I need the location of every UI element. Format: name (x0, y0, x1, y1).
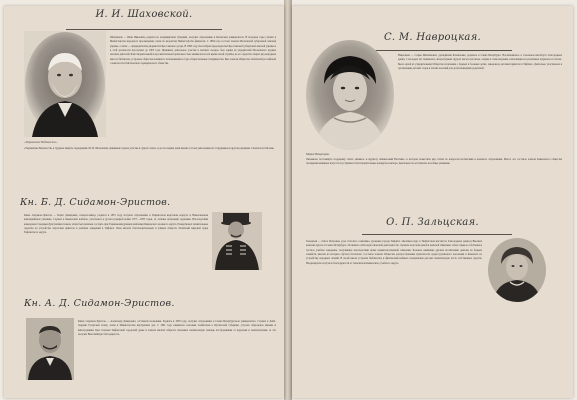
heading-a-d-sidamon-eristov: Кн. А. Д. Сидамон-Эристов. (24, 298, 175, 309)
portrait-zaltsskaya-image (488, 238, 546, 302)
portrait-navrotskaya (306, 40, 394, 150)
text-zaltsskaya-2 (306, 304, 562, 394)
heading-b-d-sidamon-eristov: Кн. Б. Д. Сидамон-Эристов. (20, 197, 171, 208)
heading-shakhovskoy: И. И. Шаховской. (95, 9, 193, 20)
portrait-shakhovskoy (24, 31, 106, 137)
text-navrotskaya-2: Оказывала постоянную поддержку газете «Кавказ» и журналу «Кавказский Вестник», в котором поместила ряд статей по вопросам воспитания и женского образования. Много лет состояла членом Кавказского общества поощрения изящных искусств и устраивала благотворительные концерты и вечера. Деятельность её снискала всеобщее уважение. (306, 158, 562, 166)
text-shakhovskoy-2: «Украинские Ведомости» в трудные минуты поддерживал И. И. Шаховской, принимая горячее участие в судьбе газеты, и до последних дней жизни состоял деятельным её сотрудником и другом редакции. Скончался в Москве. (24, 147, 275, 150)
text-a-d-sidamon-eristov: Князь Сидамон-Эристов — Александр Давидович, отставной полковник. Родился в 1858 году, получил образование в Санкт-Петербургском университете. Служил в Лейб-гвардии Гусарском полку, затем в Министерстве внутренних дел. С 1891 года занимался сельским хозяйством в Кутаисской губернии, устроил образцовое имение и виноградники. Был гласным Тифлисской городской думы и членом многих обществ. Оказывал значительную помощь пострадавшим от неурожая и землетрясения, за что получил Высочайшую благодарность. (78, 320, 276, 337)
portrait-shakhovskoy-image (24, 31, 106, 137)
portrait-navrotskaya-image (306, 40, 394, 150)
portrait-b-d-sidamon-eristov-image (212, 212, 262, 270)
text-navrotskaya-1-cont (398, 149, 562, 157)
heading-zaltsskaya: О. П. Зальцская. (386, 217, 479, 228)
heading-rule (66, 29, 222, 30)
right-page (292, 6, 573, 398)
book-gutter (284, 0, 292, 400)
left-page (4, 6, 284, 398)
heading-rule-right-2 (362, 234, 512, 235)
heading-rule-right (362, 50, 512, 51)
text-shakhovskoy-1: Шаховской — Иван Иванович, родился во владимирской губернии, получил образование в Казанском университете. В молодые годы служил в Министерстве народного просвещения, затем по ведомству Министерства финансов. С 1884 года состоял членом Московской губернской земской управы, а затем — предводителем дворянства Ярославского уезда. В 1893 году был избран председателем Ярославской губернской земской управы и в этой должности прослужил до 1903 года. Принимал деятельное участие в земских съездах, был одним из учредителей Московского кружка земских деятелей. Благотворительной и просветительной деятельностью занимался во всё время своей службы; на его средства открыт ряд народных школ и библиотек, устроены общества взаимного вспоможения и ссудо-сберегательные товарищества. Был членом Общества любителей российской словесности и Московского юридического общества. (110, 36, 276, 66)
portrait-zaltsskaya (488, 238, 546, 302)
text-zaltsskaya-1: Зальцская — Ольга Петровна, дочь статского советника, уроженка города Тифлиса. Окончила курс в Тифлисском институте благородных девиц и Высших женских курсах в Санкт-Петербурге. Посвятила себя педагогической деятельности: служила классной дамой в женской гимназии, затем открыла собственное частное учебное заведение, получившее впоследствии права правительственной гимназии. Большое внимание уделяла воспитанию девочек из бедных семейств, многих из которых обучала бесплатно. Состояла членом Общества распространения грамотности среди грузинского населения и Комитета по устройству народных чтений. В своей школе устроила библиотеку и физический кабинет, пожертвовав для них значительную часть собственных средств. Неоднократно получала благодарности от попечителя Кавказского учебного округа. (306, 240, 482, 265)
heading-navrotskaya: С. М. Навроцкая. (383, 32, 482, 43)
text-b-d-sidamon-eristov: Князь Сидамон-Эристов — Борис Давидович, генерал-майор, родился в 1855 году, получил образование в Тифлисском кадетском корпусе и Николаевском кавалерийском училище. Служил в Кавказских войсках, участвовал в русско-турецкой войне 1877—1878 годов, за отличие награждён орденами. Впоследствии командовал Сводным Драгунским полком, затем был назначен состоять при Главнокомандующем войсками Кавказского военного округа. Пожертвовал значительные средства на устройство сиротских приютов и учебных заведений в Тифлисе. Член многих благотворительных и учёных обществ. Почётный мировой судья Тифлисского округа. (24, 214, 208, 235)
caption-shakhovskoy: «Украинские Ведомости». (24, 140, 58, 144)
portrait-a-d-sidamon-eristov-image (26, 318, 74, 380)
portrait-a-d-sidamon-eristov (26, 318, 74, 380)
text-navrotskaya-1: Навроцкая — Софья Михайловна, урождённая Бахметьева, родилась в Санкт-Петербурге. Воспитывалась в Смольном институте благородных девиц. С молодых лет занималась литературным трудом: писала рассказы, очерки и стихотворения, печатавшиеся в различных журналах и газетах. Была одной из учредительниц Общества попечения о бедных и больных детях, заведовала детским приютом в Тифлисе. Деятельно участвовала в организации детских садов и летних колоний для детей неимущих родителей. (398, 54, 562, 71)
portrait-b-d-sidamon-eristov (212, 212, 262, 270)
caption-navrotskaya: Мария Навроцкая. (306, 152, 330, 156)
